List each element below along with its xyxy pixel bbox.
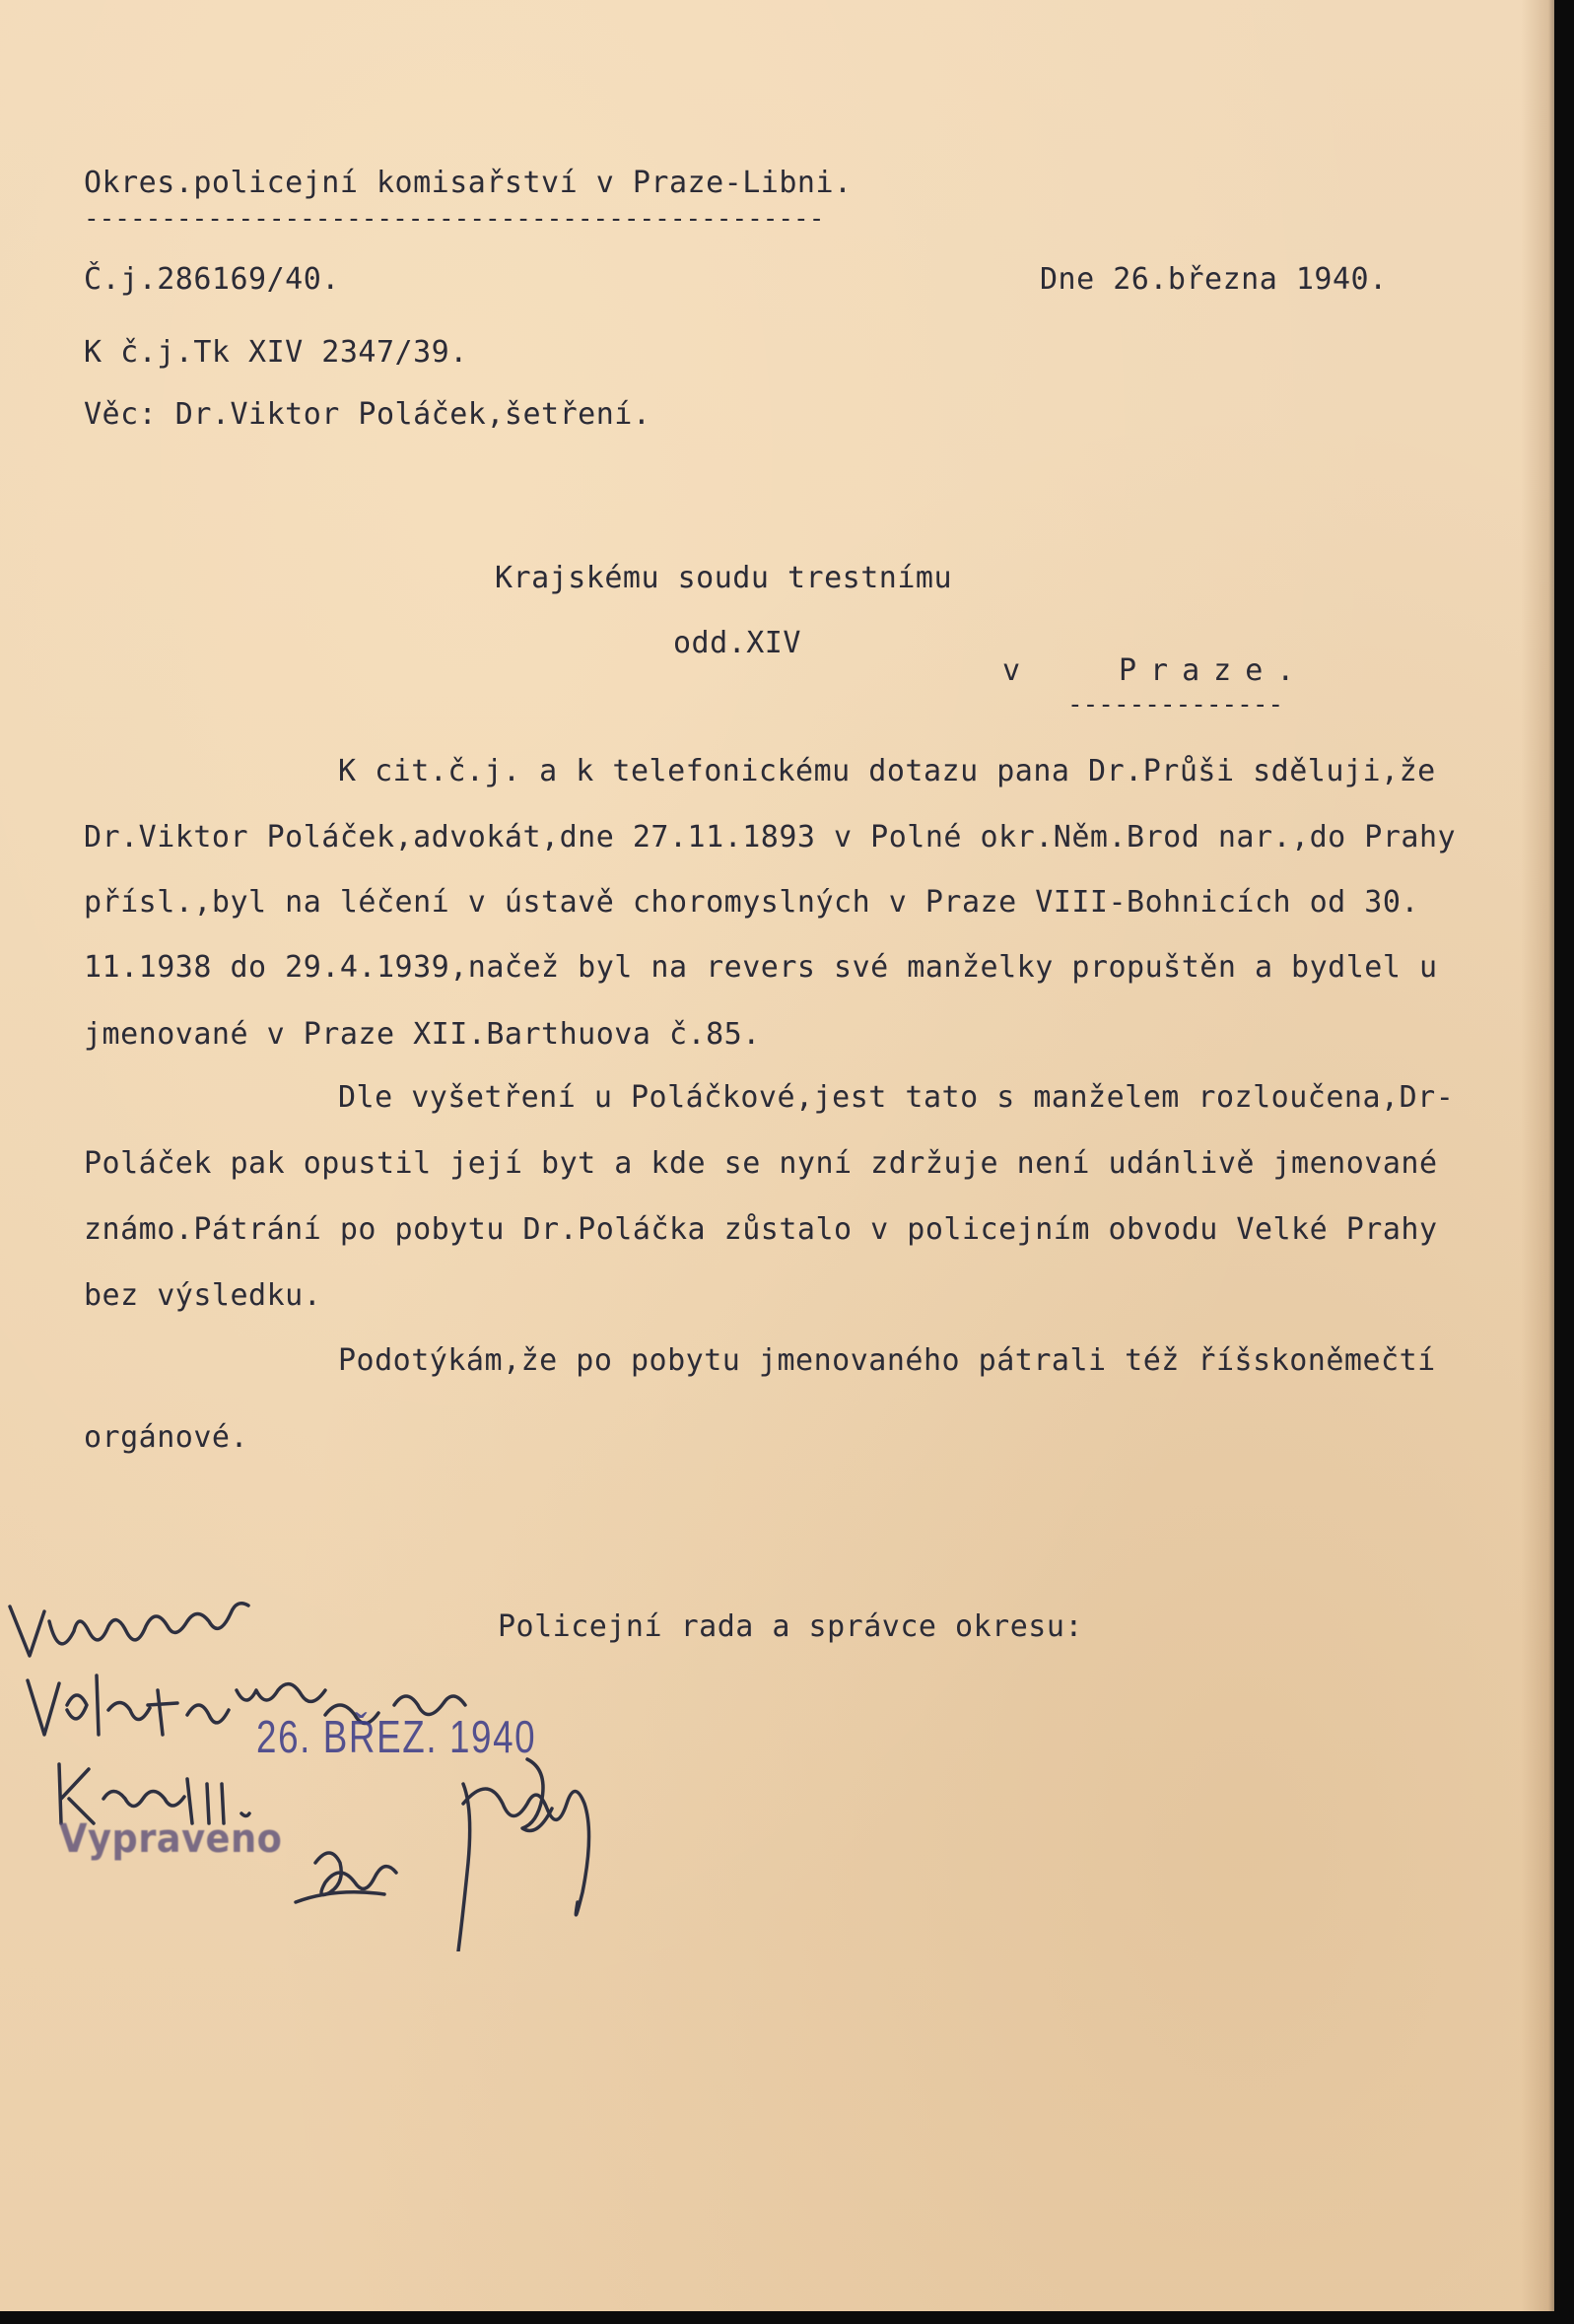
office-header: Okres.policejní komisařství v Praze-Libni.	[84, 166, 853, 200]
body-line-9: bez výsledku.	[84, 1278, 322, 1313]
paper-edge	[1521, 0, 1554, 2311]
body-line-2: Dr.Viktor Poláček,advokát,dne 27.11.1893 v Polné okr.Něm.Brod nar.,do Prahy	[84, 820, 1457, 854]
body-line-3: přísl.,byl na léčení v ústavě choromyslných v Praze VIII-Bohnicích od 30.	[84, 885, 1419, 920]
document-date: Dne 26.března 1940.	[1040, 262, 1388, 297]
handwriting-strokes-icon	[0, 1577, 690, 1951]
body-line-10: Podotýkám,že po pobytu jmenovaného pátrali též říšskoněmečtí	[338, 1343, 1436, 1378]
signature-title: Policejní rada a správce okresu:	[498, 1609, 1083, 1644]
body-line-7: Poláček pak opustil její byt a kde se nyní zdržuje není udánlivě jmenované	[84, 1146, 1438, 1181]
body-line-8: známo.Pátrání po pobytu Dr.Poláčka zůstalo v policejním obvodu Velké Prahy	[84, 1212, 1438, 1247]
recipient-city: Praze.	[1119, 653, 1309, 688]
recipient-v: v	[1002, 653, 1021, 688]
related-reference: K č.j.Tk XIV 2347/39.	[84, 335, 468, 370]
recipient-court: Krajskému soudu trestnímu	[495, 561, 953, 595]
subject-line: Věc: Dr.Viktor Poláček,šetření.	[84, 397, 651, 432]
body-line-1: K cit.č.j. a k telefonickému dotazu pana Dr.Průši sděluji,že	[338, 754, 1436, 788]
body-line-4: 11.1938 do 29.4.1939,načež byl na revers své manželky propuštěn a bydlel u	[84, 950, 1438, 985]
sent-stamp: Vypraveno	[59, 1816, 283, 1862]
recipient-department: odd.XIV	[673, 626, 801, 660]
body-line-11: orgánové.	[84, 1420, 249, 1455]
body-line-6: Dle vyšetření u Poláčkové,jest tato s manželem rozloučena,Dr-	[338, 1080, 1455, 1115]
reference-number: Č.j.286169/40.	[84, 262, 340, 297]
received-date-stamp: 26. BŘEZ. 1940	[256, 1711, 537, 1762]
header-underline: ------------------------------------------------	[84, 204, 825, 234]
city-underline: --------------	[1067, 690, 1284, 719]
body-line-5: jmenované v Praze XII.Barthuova č.85.	[84, 1017, 761, 1052]
